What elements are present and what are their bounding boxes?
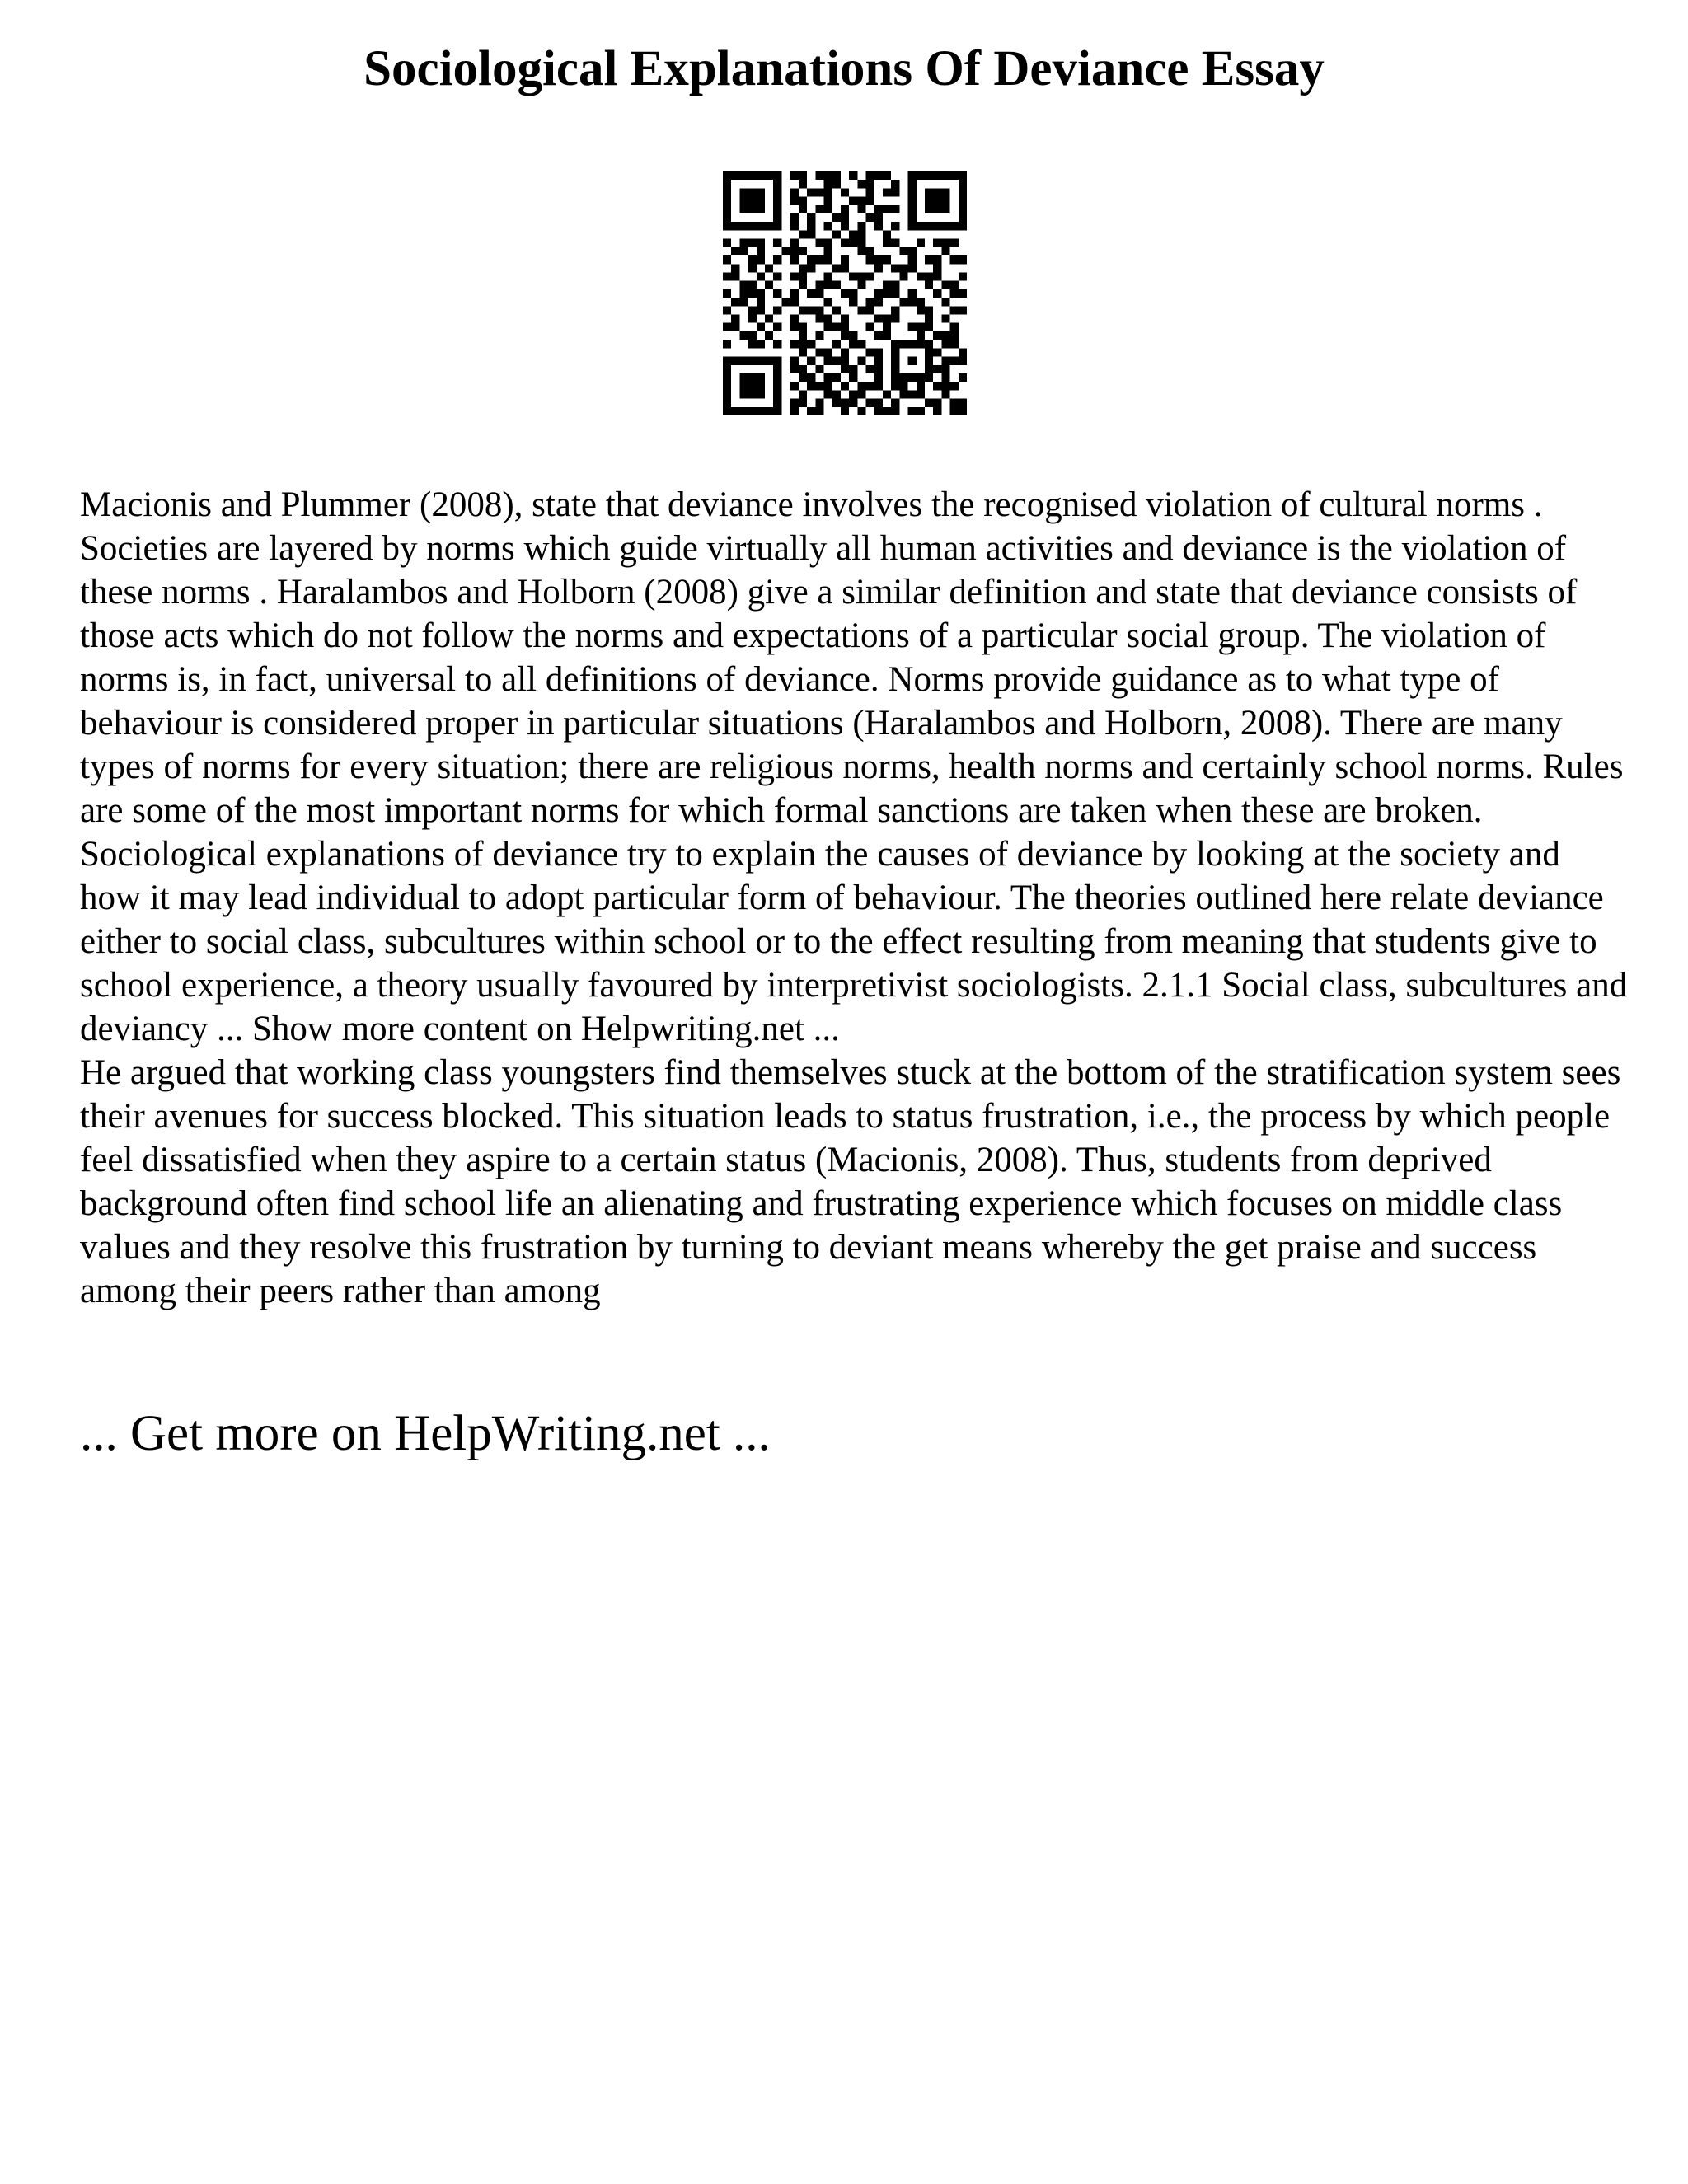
essay-paragraph: He argued that working class youngsters find themselves stuck at the bottom of the stratification system sees their avenues for success blocked. This situation leads to status frustration, i.e., the process by which people feel dissatisfied when they aspire to a certain status (Macionis, 2008). Thus, students from deprived background often find school life an alienating and frustrating experience which focuses on middle class values and they resolve this frustration by turning to deviant means whereby the get praise and success among their peers rather than among (80, 1053, 1621, 1310)
essay-body (80, 483, 1629, 1313)
qr-code-icon (723, 171, 967, 415)
essay-paragraph: Macionis and Plummer (2008), state that deviance involves the recognised violation of cultural norms . Societies are layered by norms which guide virtually all human activities and deviance is the violation of these norms . Haralambos and Holborn (2008) give a similar definition and state that deviance consists of those acts which do not follow the norms and expectations of a particular social group. The violation of norms is, in fact, universal to all definitions of deviance. Norms provide guidance as to what type of behaviour is considered proper in particular situations (Haralambos and Holborn, 2008). There are many types of norms for every situation; there are religious norms, health norms and certainly school norms. Rules are some of the most important norms for which formal sanctions are taken when these are broken. Sociological explanations of deviance try to explain the causes of deviance by looking at the society and how it may lead individual to adopt particular form of behaviour. The theories outlined here relate deviance either to social class, subcultures within school or to the effect resulting from meaning that students give to school experience, a theory usually favoured by interpretivist sociologists. 2.1.1 Social class, subcultures and deviancy ... Show more content on Helpwriting.net ... (80, 485, 1628, 1048)
get-more-link[interactable]: ... Get more on HelpWriting.net ... (80, 1406, 771, 1461)
page-title: Sociological Explanations Of Deviance Essay (363, 41, 1325, 96)
